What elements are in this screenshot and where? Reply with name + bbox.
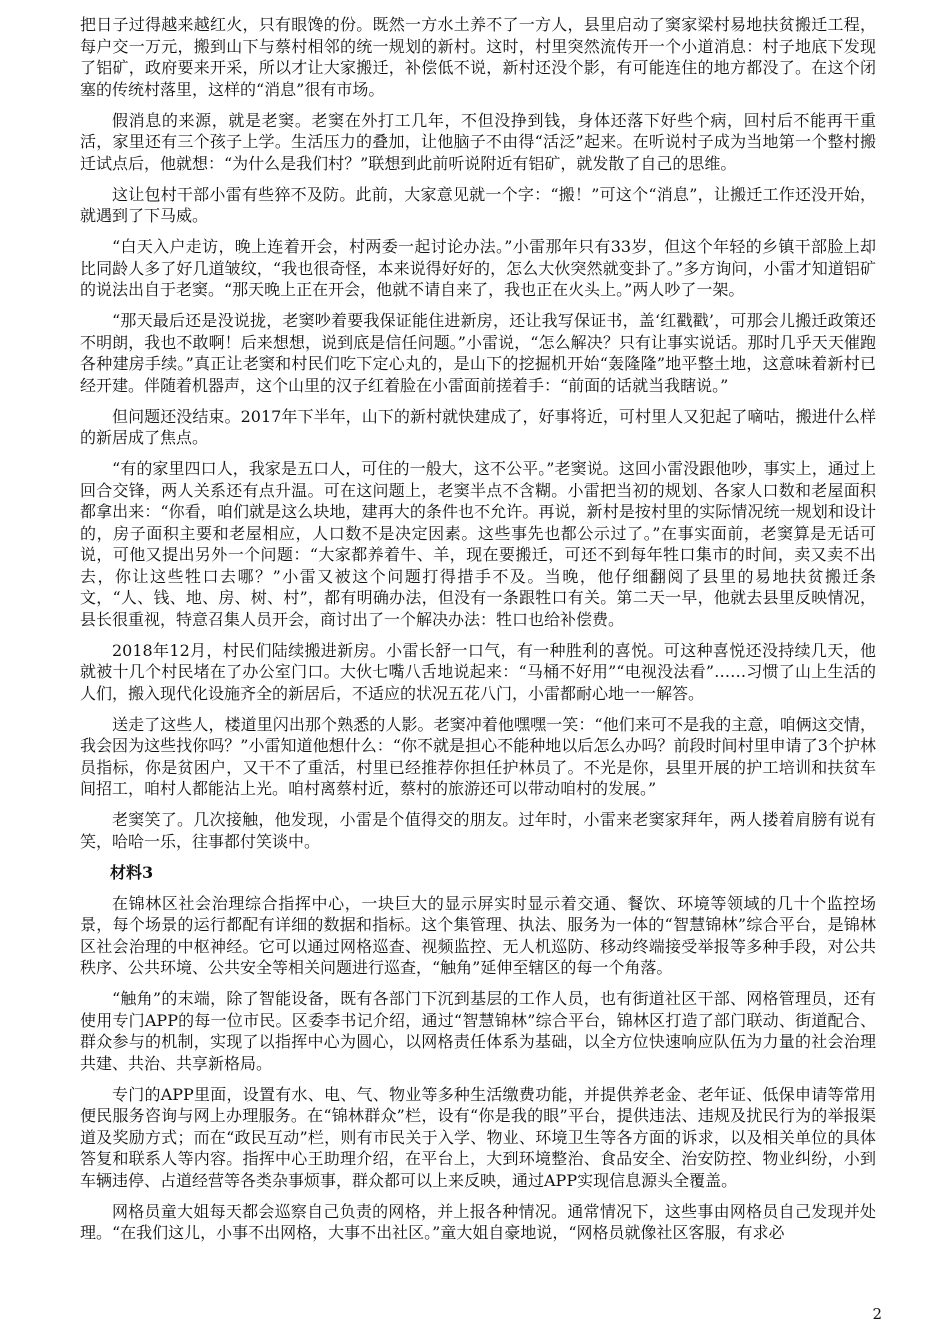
paragraph: “那天最后还是没说拢，老窦吵着要我保证能住进新房，还让我写保证书，盖‘红戳戳’，可那会儿搬迁政策还不明朗，我也不敢啊！后来想想，说到底是信任问题。”小雷说，“怎么解决？只有让事实说话。那时几乎天天催跑各种建房手续。”真正让老窦和村民们吃下定心丸的，是山下的挖掘机开始“轰隆隆”地平整土地，这意味着新村已经开建。伴随着机器声，这个山里的汉子红着脸在小雷面前搓着手：“前面的话就当我瞎说。” <box>80 311 876 395</box>
paragraph: “触角”的末端，除了智能设备，既有各部门下沉到基层的工作人员，也有街道社区干部、网格管理员，还有使用专门APP的每一位市民。区委李书记介绍，通过“智慧锦林”综合平台，锦林区打造了部门联动、街道配合、群众参与的机制，实现了以指挥中心为圆心，以网格责任体系为基础，以全方位快速响应队伍为力量的社会治理共建、共治、共享新格局。 <box>80 989 876 1073</box>
paragraph: “有的家里四口人，我家是五口人，可住的一般大，这不公平。”老窦说。这回小雷没跟他吵，事实上，通过上回合交锋，两人关系还有点升温。可在这问题上，老窦半点不含糊。小雷把当初的规划、各家人口数和老屋面积都拿出来：“你看，咱们就是这么块地，建再大的条件也不允许。再说，新村是按村里的实际情况统一规划和设计的，房子面积主要和老屋相应，人口数不是决定因素。这些事先也都公示过了。”在事实面前，老窦算是无话可说，可他又提出另外一个问题：“大家都养着牛、羊，现在要搬迁，可还不到每年牲口集市的时间，卖又卖不出去，你让这些牲口去哪？”小雷又被这个问题打得措手不及。当晚，他仔细翻阅了县里的易地扶贫搬迁条文，“人、钱、地、房、树、村”，都有明确办法，但没有一条跟牲口有关。第二天一早，他就去县里反映情况，县长很重视，特意召集人员开会，商讨出了一个解决办法：牲口也给补偿费。 <box>80 459 876 629</box>
section-heading: 材料3 <box>110 862 154 882</box>
paragraph: “白天入户走访，晚上连着开会，村两委一起讨论办法。”小雷那年只有33岁，但这个年轻的乡镇干部脸上却比同龄人多了好几道皱纹，“我也很奇怪，本来说得好好的，怎么大伙突然就变卦了。”多方询问，小雷才知道铝矿的说法出自于老窦。“那天晚上正在开会，他就不请自来了，我也正在火头上。”两人吵了一架。 <box>80 237 876 299</box>
paragraph: 老窦笑了。几次接触，他发现，小雷是个值得交的朋友。过年时，小雷来老窦家拜年，两人搂着肩膀有说有笑，哈哈一乐，往事都付笑谈中。 <box>80 810 876 851</box>
paragraph: 这让包村干部小雷有些猝不及防。此前，大家意见就一个字：“搬！”可这个“消息”，让搬迁工作还没开始，就遇到了下马威。 <box>80 184 876 225</box>
paragraph: 把日子过得越来越红火，只有眼馋的份。既然一方水土养不了一方人，县里启动了窦家梁村易地扶贫搬迁工程，每户交一万元，搬到山下与蔡村相邻的统一规划的新村。这时，村里突然流传开一个小道消息：村子地底下发现了铝矿，政府要来开采，所以才让大家搬迁，补偿低不说，新村还没个影，有可能连住的地方都没了。在这个闭塞的传统村落里，这样的“消息”很有市场。 <box>80 15 876 99</box>
paragraph: 假消息的来源，就是老窦。老窦在外打工几年，不但没挣到钱，身体还落下好些个病，回村后不能再干重活，家里还有三个孩子上学。生活压力的叠加，让他脑子不由得“活泛”起来。在听说村子成为当地第一个整村搬迁试点后，他就想：“为什么是我们村？”联想到此前听说附近有铝矿，就发散了自己的思维。 <box>80 110 876 173</box>
paragraph: 在锦林区社会治理综合指挥中心，一块巨大的显示屏实时显示着交通、餐饮、环境等领域的几十个监控场景，每个场景的运行都配有详细的数据和指标。这个集管理、执法、服务为一体的“智慧锦林”综合平台，是锦林区社会治理的中枢神经。它可以通过网格巡查、视频监控、无人机巡防、移动终端接受举报等多种手段，对公共秩序、公共环境、公共安全等相关问题进行巡查，“触角”延伸至辖区的每一个角落。 <box>80 893 876 977</box>
page-number: 2 <box>872 1305 882 1323</box>
paragraph: 但问题还没结束。2017年下半年，山下的新村就快建成了，好事将近，可村里人又犯起了嘀咕，搬进什么样的新居成了焦点。 <box>80 406 876 447</box>
paragraph: 网格员童大姐每天都会巡察自己负责的网格，并上报各种情况。通常情况下，这些事由网格员自己发现并处理。“在我们这儿，小事不出网格，大事不出社区。”童大姐自豪地说，“网格员就像社区客服，有求必 <box>80 1201 876 1242</box>
paragraph: 专门的APP里面，设置有水、电、气、物业等多种生活缴费功能，并提供养老金、老年证、低保申请等常用便民服务咨询与网上办理服务。在“锦林群众”栏，设有“你是我的眼”平台，提供违法、违规及扰民行为的举报渠道及奖励方式；而在“政民互动”栏，则有市民关于入学、物业、环境卫生等各方面的诉求，以及相关单位的具体答复和联系人等内容。指挥中心王助理介绍，在平台上，大到环境整治、食品安全、治安防控、物业纠纷，小到车辆违停、占道经营等各类杂事烦事，群众都可以上来反映，通过APP实现信息源头全覆盖。 <box>80 1084 876 1190</box>
paragraph: 2018年12月，村民们陆续搬进新房。小雷长舒一口气，有一种胜利的喜悦。可这种喜悦还没持续几天，他就被十几个村民堵在了办公室门口。大伙七嘴八舌地说起来：“马桶不好用”“电视没法看”……习惯了山上生活的人们，搬入现代化设施齐全的新居后，不适应的状况五花八门，小雷都耐心地一一解答。 <box>80 640 876 703</box>
paragraph: 送走了这些人，楼道里闪出那个熟悉的人影。老窦冲着他嘿嘿一笑：“他们来可不是我的主意，咱俩这交情，我会因为这些找你吗？”小雷知道他想什么：“你不就是担心不能种地以后怎么办吗？前段时间村里申请了3个护林员指标，你是贫困户，又干不了重活，村里已经推荐你担任护林员了。不光是你，县里开展的护工培训和扶贫车间招工，咱村人都能沾上光。咱村离蔡村近，蔡村的旅游还可以带动咱村的发展。” <box>80 714 876 798</box>
document-body <box>80 14 876 1253</box>
